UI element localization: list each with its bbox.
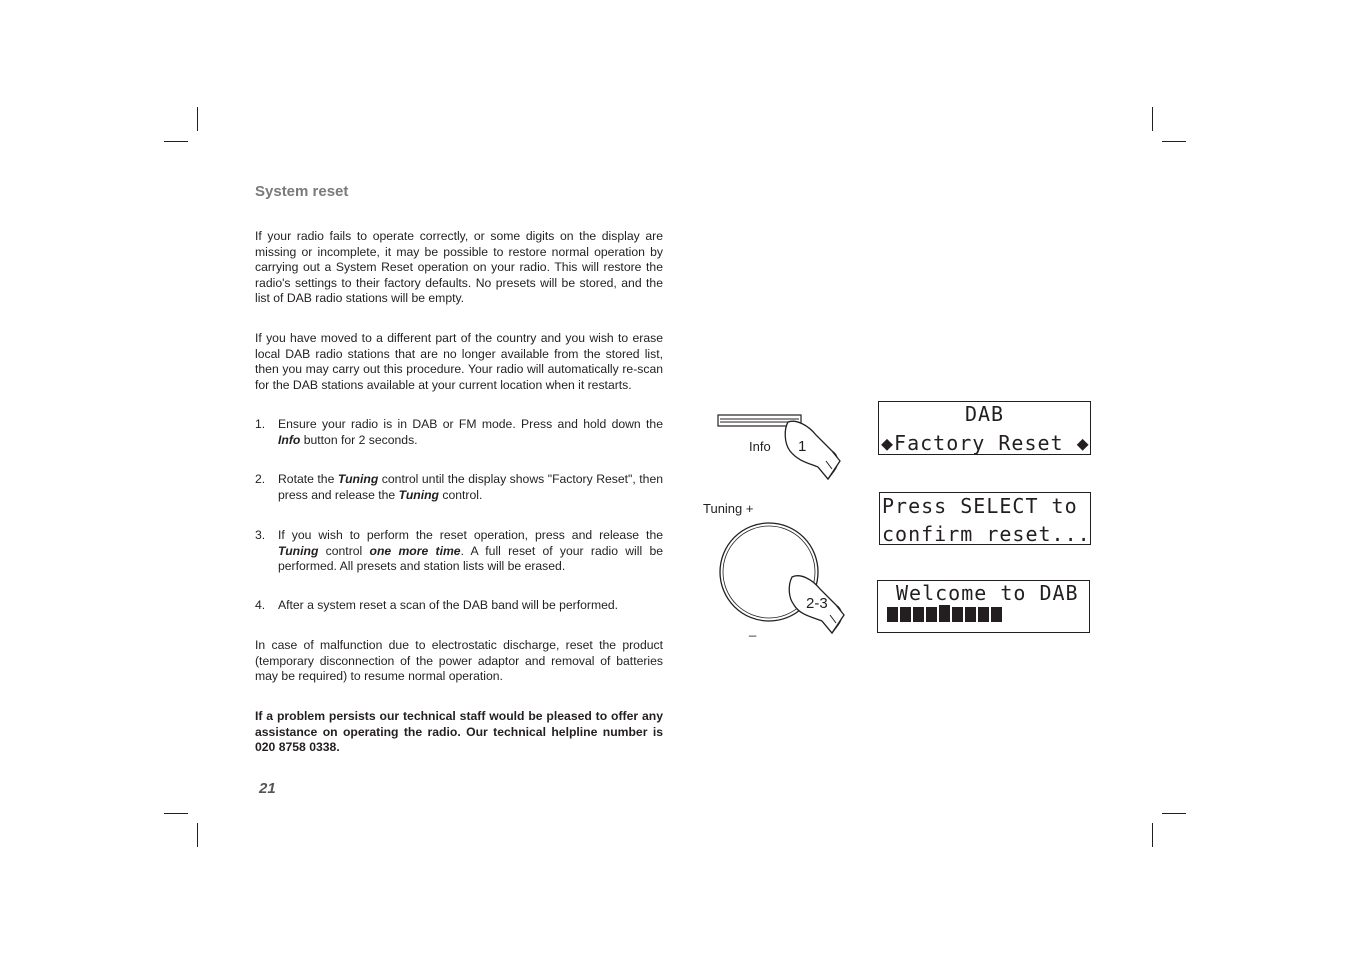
helpline-paragraph: If a problem persists our technical staff would be pleased to offer any assistance on operating the radio. Our technical helpline number is 020 8758 0338. <box>255 709 663 754</box>
step-item <box>255 598 663 614</box>
step-number: 3. <box>255 528 266 542</box>
step-number: 2. <box>255 472 266 486</box>
crop-mark <box>164 141 188 142</box>
lcd-line: DAB <box>964 402 1005 426</box>
crop-mark <box>197 107 198 131</box>
page-number: 21 <box>259 780 276 797</box>
pointing-hand-icon <box>785 421 840 479</box>
lcd-display-confirm <box>879 492 1091 545</box>
tuning-label: Tuning + <box>703 501 754 516</box>
step-number: 4. <box>255 598 266 612</box>
step-number: 1. <box>255 417 266 431</box>
step-text: Rotate the Tuning control until the display shows "Factory Reset", then press and release the Tuning control. <box>278 472 663 502</box>
crop-mark <box>1162 813 1186 814</box>
lcd-line: Welcome to DAB <box>896 581 1079 605</box>
step-item <box>255 472 663 503</box>
lcd-line: confirm reset... <box>882 522 1091 546</box>
relocation-paragraph: If you have moved to a different part of the country and you wish to erase local DAB radio stations that are no longer available from the stored list, then you may carry out this procedure. Your radio will automatically re-scan for the DAB stations available at your current location when it restarts. <box>255 331 663 392</box>
crop-mark <box>1152 107 1153 131</box>
step-text: After a system reset a scan of the DAB band will be performed. <box>278 598 619 612</box>
crop-mark <box>1162 141 1186 142</box>
esd-paragraph: In case of malfunction due to electrostatic discharge, reset the product (temporary disconnection of the power adaptor and removal of batteries may be required) to resume normal operation. <box>255 638 663 683</box>
lcd-line: ◆Factory Reset ◆ <box>881 431 1090 455</box>
crop-mark <box>197 823 198 847</box>
minus-label: _ <box>749 622 757 637</box>
progress-bar-icon <box>887 607 1002 622</box>
info-label: Info <box>749 439 771 454</box>
intro-paragraph: If your radio fails to operate correctly, or some digits on the display are missing or incomplete, it may be possible to restore normal operation by carrying out a System Reset operation on your radio. This will restore the radio's settings to their factory defaults. No presets will be stored, and the list of DAB radio stations will be empty. <box>255 229 663 305</box>
crop-mark <box>164 813 188 814</box>
step-text: If you wish to perform the reset operation, press and release the Tuning control one more time. A full reset of your radio will be performed. All presets and station lists will be erased. <box>278 528 663 573</box>
radio-controls-illustration <box>700 405 860 645</box>
step-item <box>255 417 663 448</box>
step-text: Ensure your radio is in DAB or FM mode. Press and hold down the Info button for 2 seconds. <box>278 417 663 447</box>
page-title: System reset <box>255 183 349 200</box>
step-item <box>255 528 663 575</box>
lcd-display-welcome <box>877 580 1090 633</box>
step-1-label: 1 <box>798 438 807 455</box>
crop-mark <box>1152 823 1153 847</box>
step-2-3-label: 2-3 <box>806 595 828 612</box>
lcd-display-factory-reset <box>878 401 1091 455</box>
lcd-line: Press SELECT to <box>882 494 1078 518</box>
